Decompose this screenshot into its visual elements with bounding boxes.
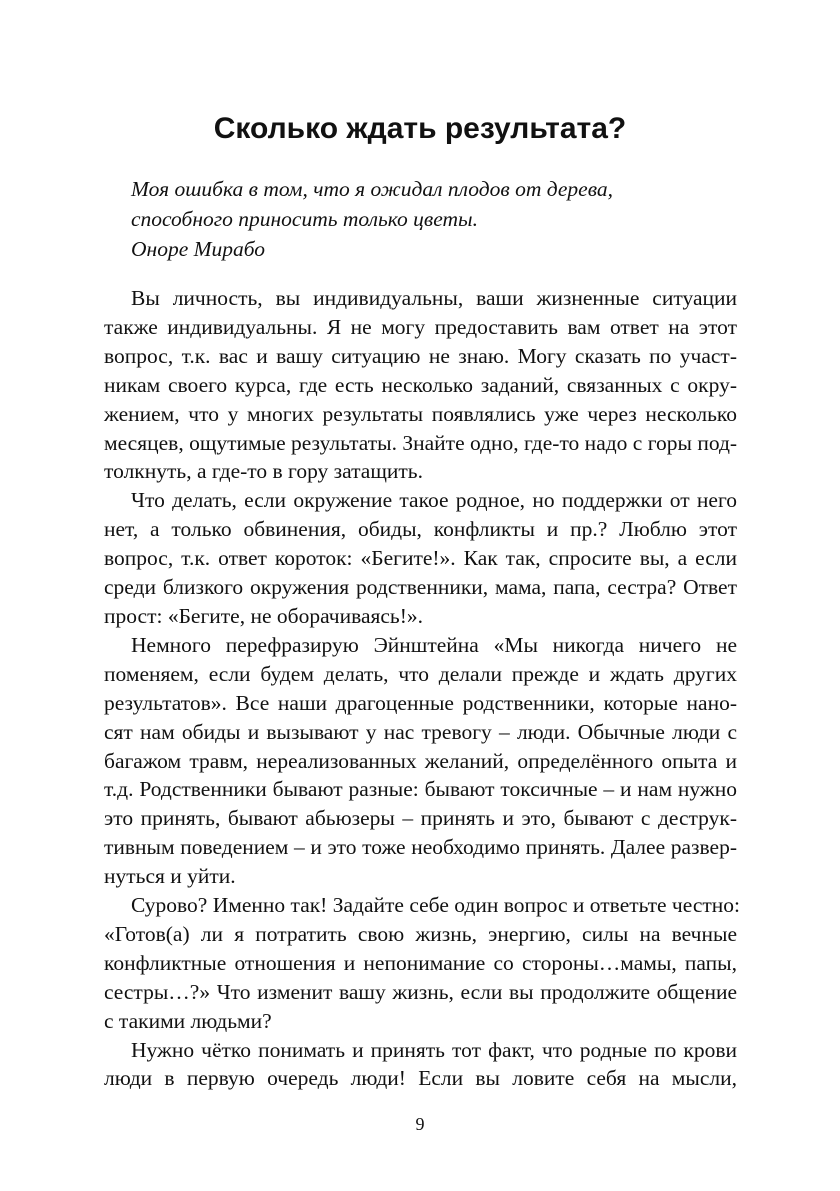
text-line: поменяем, если будем делать, что делали прежде и ждать других — [104, 661, 737, 686]
text-line: багажом травм, нереализованных желаний, определённого опыта и — [104, 748, 737, 773]
epigraph-author: Оноре Мирабо — [131, 237, 266, 261]
text-line: т.д. Родственники бывают разные: бывают токсичные – и нам нужно — [104, 777, 737, 802]
paragraph — [104, 284, 737, 486]
text-line: также индивидуальны. Я не могу предоставить вам ответ на этот — [104, 314, 737, 339]
text-line: Немного перефразирую Эйнштейна «Мы никогда ничего не — [131, 632, 737, 657]
paragraph — [104, 631, 737, 891]
epigraph-line: Моя ошибка в том, что я ожидал плодов от дерева, — [131, 177, 614, 201]
text-line: «Готов(а) ли я потратить свою жизнь, энергию, силы на вечные — [104, 921, 737, 946]
text-line: конфликтные отношения и непонимание со стороны…мамы, папы, — [104, 950, 737, 975]
chapter-title: Сколько ждать результата? — [213, 112, 627, 145]
text-line: вопрос, т.к. вас и вашу ситуацию не знаю. Могу сказать по участ- — [104, 343, 737, 368]
text-line: нуться и уйти. — [104, 864, 236, 889]
paragraph — [104, 486, 737, 631]
paragraph — [104, 891, 740, 1036]
text-line: Нужно чётко понимать и принять тот факт, что родные по крови — [131, 1037, 737, 1062]
text-line: никам своего курса, где есть несколько заданий, связанных с окру- — [104, 372, 737, 397]
text-line: с такими людьми? — [104, 1008, 272, 1033]
text-line: тивным поведением – и это тоже необходимо принять. Далее развер- — [104, 835, 737, 860]
text-line: Что делать, если окружение такое родное, но поддержки от него — [131, 488, 737, 513]
epigraph — [131, 174, 613, 264]
text-line: это принять, бывают абьюзеры – принять и это, бывают с деструк- — [104, 806, 737, 831]
text-line: сестры…?» Что изменит вашу жизнь, если вы продолжите общение — [104, 979, 737, 1004]
text-line: прост: «Бегите, не оборачиваясь!». — [104, 603, 424, 628]
text-line: среди близкого окружения родственники, мама, папа, сестра? Ответ — [104, 575, 737, 600]
body-text — [104, 284, 740, 1093]
text-line: месяцев, ощутимые результаты. Знайте одно, где-то надо с горы под- — [104, 430, 738, 455]
text-line: Вы личность, вы индивидуальны, ваши жизненные ситуации — [131, 286, 737, 310]
page-number: 9 — [415, 1114, 425, 1134]
epigraph-line: способного приносить только цветы. — [131, 207, 478, 231]
text-line: люди в первую очередь люди! Если вы ловите себя на мысли, — [104, 1066, 737, 1091]
text-line: нет, а только обвинения, обиды, конфликты и пр.? Люблю этот — [104, 517, 737, 542]
paragraph — [104, 1036, 737, 1094]
text-line: толкнуть, а где-то в гору затащить. — [104, 459, 423, 484]
text-line: сят нам обиды и вызывают у нас тревогу – люди. Обычные люди с — [104, 719, 737, 744]
text-line: результатов». Все наши драгоценные родственники, которые нано- — [104, 690, 737, 715]
text-line: Сурово? Именно так! Задайте себе один вопрос и ответьте честно: — [131, 893, 740, 918]
text-line: жением, что у многих результаты появлялись уже через несколько — [104, 401, 737, 426]
text-line: вопрос, т.к. ответ короток: «Бегите!». Как так, спросите вы, а если — [104, 546, 737, 571]
